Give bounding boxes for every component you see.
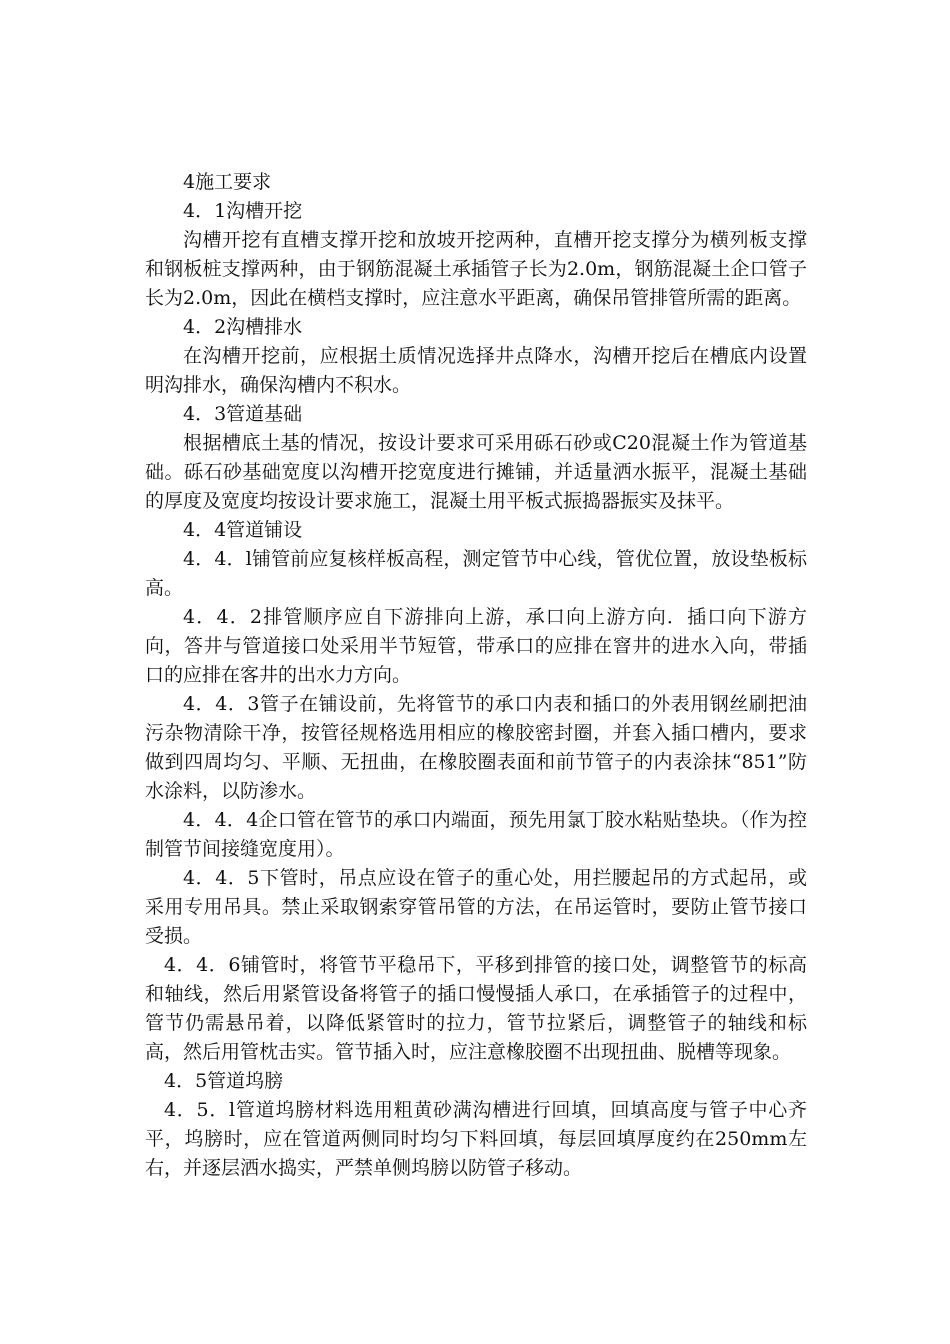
subsection-heading: 4．3管道基础 <box>183 403 303 425</box>
body-paragraph: 4．4．4企口管在管节的承口内端面，预先用氯丁胶水粘贴垫块。（作为控制管节间接缝宽度用）。 <box>145 809 807 860</box>
subsection-heading: 4．5管道坞膀 <box>164 1070 284 1092</box>
subsection-heading: 4．2沟槽排水 <box>183 316 303 338</box>
section-heading: 4施工要求 <box>183 171 272 193</box>
body-paragraph: 4．5．l管道坞膀材料选用粗黄砂满沟槽进行回填，回填高度与管子中心齐平，坞膀时，应在管道两侧同时均匀下料回填，每层回填厚度约在250mm左右，并逐层洒水捣实，严禁单侧坞膀以防管子移动。 <box>145 1099 807 1179</box>
body-paragraph: 沟槽开挖有直槽支撑开挖和放坡开挖两种，直槽开挖支撑分为横列板支撑和钢板桩支撑两种，由于钢筋混凝土承插管子长为2.0m，钢筋混凝土企口管子长为2.0m，因此在横档支撑时，应注意水平距离，确保吊管排管所需的距离。 <box>145 229 807 309</box>
body-paragraph: 4．4．6铺管时，将管节平稳吊下，平移到排管的接口处，调整管节的标高和轴线，然后用紧管设备将管子的插口慢慢插人承口，在承插管子的过程中，管节仍需悬吊着，以降低紧管时的拉力，管节拉紧后，调整管子的轴线和标高，然后用管枕击实。管节插入时，应注意橡胶圈不出现扭曲、脱槽等现象。 <box>145 954 807 1063</box>
body-paragraph: 在沟槽开挖前，应根据土质情况选择井点降水，沟槽开挖后在槽底内设置明沟排水，确保沟槽内不积水。 <box>145 345 807 396</box>
body-paragraph: 4．4．5下管时，吊点应设在管子的重心处，用拦腰起吊的方式起吊，或采用专用吊具。禁止采取钢索穿管吊管的方法，在吊运管时，要防止管节接口受损。 <box>145 867 807 947</box>
body-paragraph: 4．4．3管子在铺设前，先将管节的承口内表和插口的外表用钢丝刷把油污杂物清除干净，按管径规格选用相应的橡胶密封圈，并套入插口槽内，要求做到四周均匀、平顺、无扭曲，在橡胶圈表面和前节管子的内表涂抹“851”防水涂料，以防渗水。 <box>145 693 807 802</box>
document-body <box>145 168 807 1183</box>
body-paragraph: 根据槽底土基的情况，按设计要求可采用砾石砂或C20混凝土作为管道基础。砾石砂基础宽度以沟槽开挖宽度进行摊铺，并适量洒水振平，混凝土基础的厚度及宽度均按设计要求施工，混凝土用平板式振捣器振实及抹平。 <box>145 432 807 512</box>
subsection-heading: 4．1沟槽开挖 <box>183 200 303 222</box>
body-paragraph: 4．4．l铺管前应复核样板高程，测定管节中心线，管优位置，放设垫板标高。 <box>145 548 807 599</box>
body-paragraph: 4．4．2排管顺序应自下游排向上游，承口向上游方向．插口向下游方向，答井与管道接口处采用半节短管，带承口的应排在窨井的进水入向，带插口的应排在客井的出水力方向。 <box>145 606 807 686</box>
subsection-heading: 4．4管道铺设 <box>183 519 303 541</box>
